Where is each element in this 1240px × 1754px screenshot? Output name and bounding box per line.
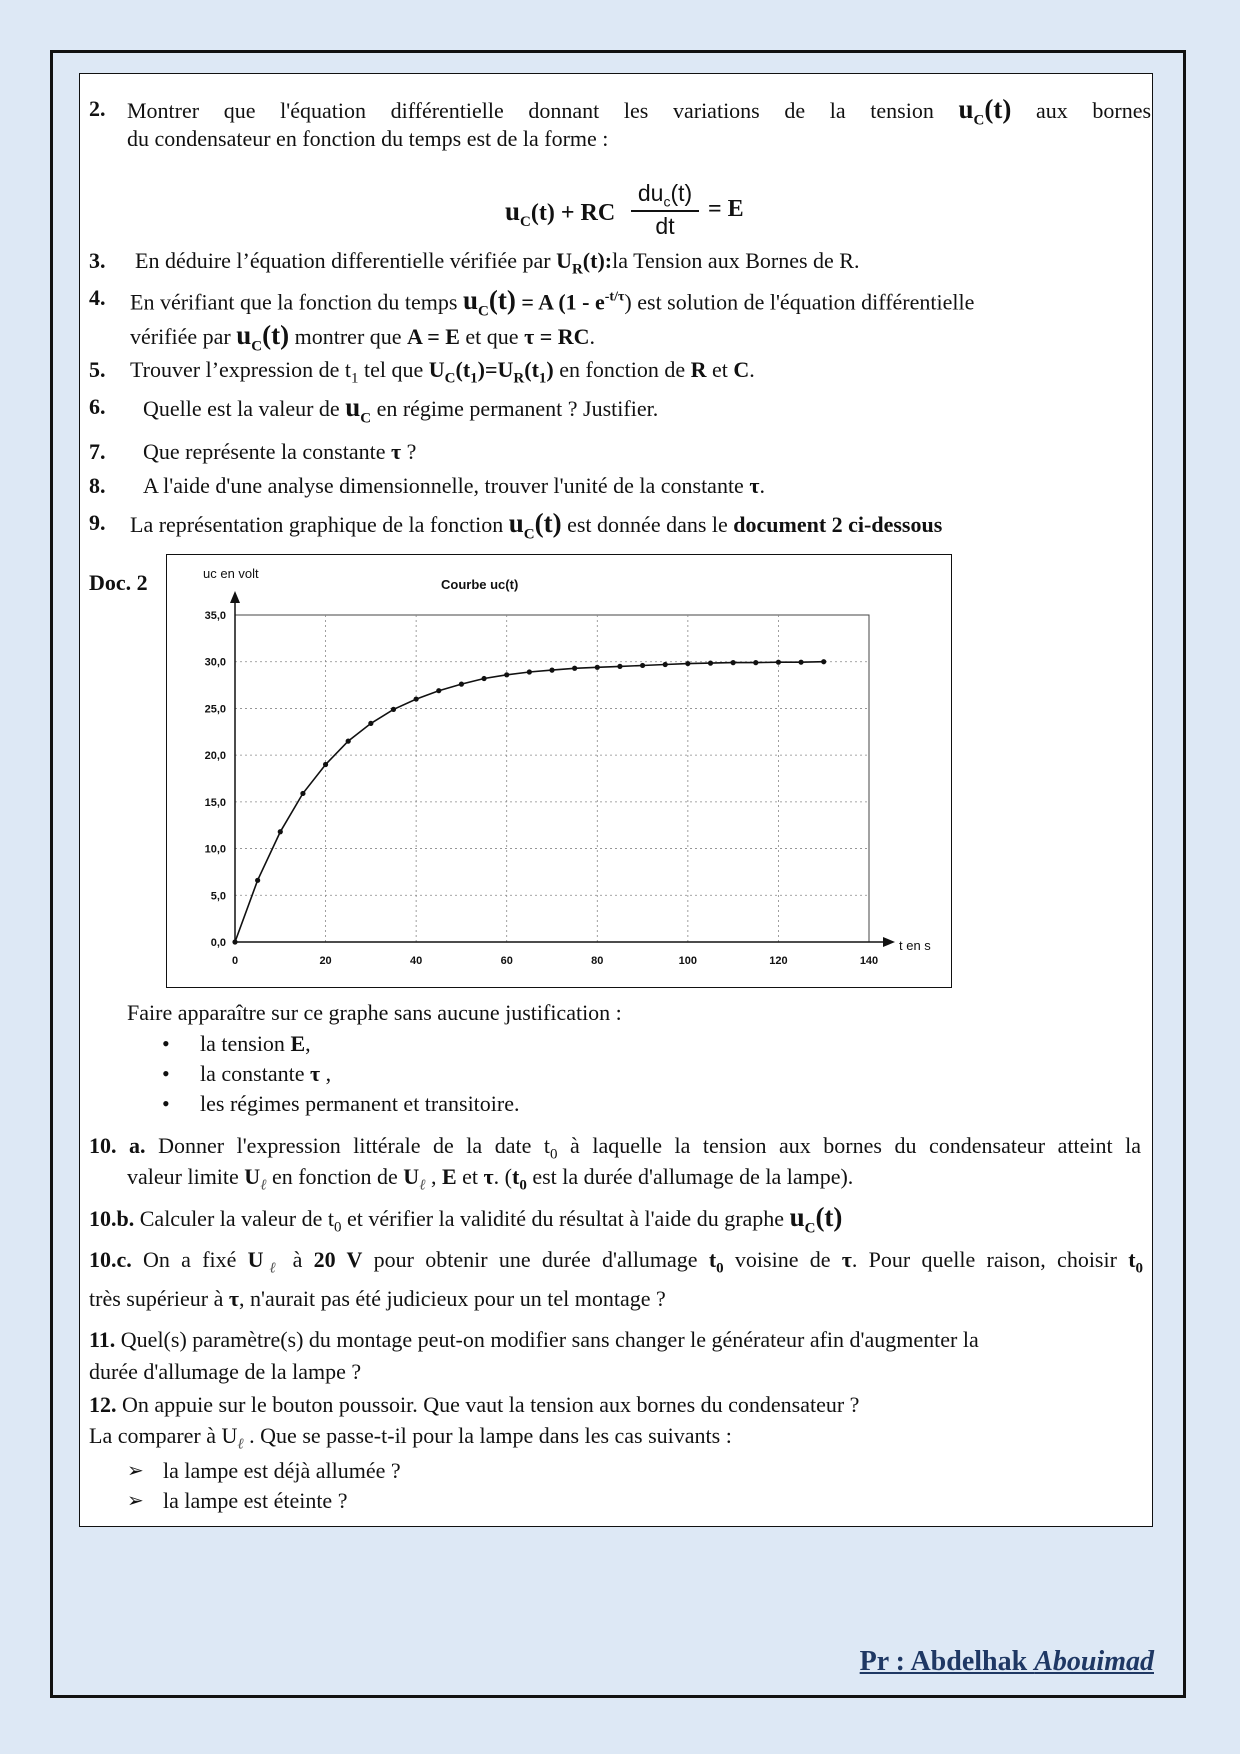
q5-end: . [749,357,755,382]
q11-line1 [89,1327,979,1353]
q10a-line1 [89,1133,1141,1167]
q10a-line2 [127,1164,853,1198]
q3-number: 3. [89,248,106,273]
q12-ell: ℓ [237,1436,244,1453]
data-point [391,707,396,712]
q12-text-b: La comparer à U [89,1423,238,1448]
q5-r: R [690,357,707,382]
data-point [300,791,305,796]
doc-label: Doc. 2 [89,570,148,595]
data-point [595,665,600,670]
q10b-line [89,1204,842,1241]
author-surname: Abouimad [1034,1646,1154,1677]
data-point [436,688,441,693]
q9-doc: document 2 ci-dessous [733,512,943,537]
author-prefix: Pr : Abdelhak [859,1646,1035,1677]
q10c-tau2: τ [228,1286,240,1311]
q3-text-a: En déduire l’équation differentielle vérifiée par [135,248,557,273]
b2-a: la constante [200,1061,310,1086]
q12-line1 [89,1392,859,1418]
data-point [685,661,690,666]
b2-c: , [320,1061,332,1086]
q11-text-a: Quel(s) paramètre(s) du montage peut-on modifier sans changer le générateur afin d'augmenter la [115,1327,979,1352]
q9-number: 9. [89,510,106,535]
x-tick-label: 20 [319,955,332,967]
b1-c: , [305,1031,311,1056]
data-point [753,660,758,665]
data-point [481,676,486,681]
uc-chart [167,555,950,986]
bullet-dot-3: • [162,1091,170,1116]
data-point [572,666,577,671]
q3-text-b: la Tension aux Bornes de R. [612,248,860,273]
q2-line2: du condensateur en fonction du temps est de la forme : [127,126,609,151]
data-point [731,660,736,665]
y-tick-label: 10,0 [204,843,226,856]
data-point [617,664,622,669]
q10a-ul-2: U [403,1164,420,1189]
q10c-ell: ℓ [263,1260,282,1277]
q7-text-b: ? [401,439,417,464]
q6-text-b: en régime permanent ? Justifier. [371,396,659,421]
q10c-text-e: . Pour quelle raison, choisir [851,1247,1129,1272]
q12-bullet-1: la lampe est déjà allumée ? [163,1458,401,1483]
data-point [776,660,781,665]
q10a-et: et [456,1164,484,1189]
q5-number: 5. [89,357,106,382]
q3-line [135,248,859,282]
q10a-e: E [441,1164,457,1189]
q6-uc: $u_C$ [345,392,372,427]
q4-exponent: -t/τ [604,290,625,305]
x-tick-label: 120 [769,955,788,967]
q8-line [143,473,765,499]
q11-line2: durée d'allumage de la lampe ? [89,1359,362,1384]
q8-number: 8. [89,473,106,498]
x-axis-arrow [883,937,895,947]
plot-area [235,615,869,942]
q4-text-g: . [589,324,596,349]
q9-text-b: est donnée dans le [561,512,734,537]
q10a-text-b: à laquelle la tension aux bornes du condensateur atteint la [557,1133,1142,1158]
q5-sub: 1 [351,370,359,387]
q3-ur: $U_R(t)$: [556,248,613,278]
q10a-text-a: Donner l'expression littérale de la date t [145,1133,551,1158]
q8-text-b: . [759,473,765,498]
y-tick-label: 0,0 [210,937,226,949]
q10c-ul: U [247,1247,264,1272]
b1-a: la tension [200,1031,291,1056]
y-tick-label: 5,0 [210,890,226,903]
y-axis-label: uc en volt [203,566,259,581]
data-point [640,663,645,668]
y-axis-arrow [230,591,240,603]
q4-line1 [130,285,974,325]
y-tick-label: 15,0 [204,796,226,809]
bullet-dot-2: • [162,1061,170,1086]
equation-left: $u_C(t)$ + RC [505,196,616,230]
data-point [527,669,532,674]
q10a-number: 10. a. [89,1133,146,1158]
y-tick-label: 20,0 [204,750,226,763]
q4-text-a: En vérifiant que la fonction du temps [130,289,463,315]
q4-text-c: ) est solution de l'équation différentielle [624,289,975,315]
q4-tau-rc: τ = RC [524,324,590,349]
q5-text-a: Trouver l’expression de t [130,357,351,382]
q10c-text-f: très supérieur à [89,1286,229,1311]
q12-number: 12. [89,1392,117,1417]
q10b-sub: 0 [334,1219,342,1236]
q2-line1-text: Montrer que l'équation différentielle donnant les variations de la tension [127,98,934,123]
q4-uc: $u_C(t)$ [462,285,516,320]
bullet-dot-1: • [162,1031,170,1056]
uc-sub: C [973,112,985,129]
q9-text-a: La représentation graphique de la fonction [130,512,509,537]
data-point [821,659,826,664]
x-tick-label: 40 [410,955,423,967]
q5-text-c: en fonction de [553,357,691,382]
q5-c: C [733,357,750,382]
chart-frame [166,554,952,988]
q9-uc: $u_C(t)$ [508,508,562,543]
y-tick-label: 35,0 [204,610,226,622]
q8-tau: τ [749,473,760,498]
q10c-a: à [281,1247,314,1272]
q12-text-c: . Que se passe-t-il pour la lampe dans les cas suivants : [243,1423,732,1448]
q6-number: 6. [89,394,106,419]
q4-text-d: vérifiée par [130,324,237,349]
q7-text-a: Que représente la constante [143,439,391,464]
fraction-bar [631,210,699,212]
q10a-text-c: valeur limite [127,1164,245,1189]
data-point [368,721,373,726]
q7-tau: τ [391,439,402,464]
q10a-tau: τ [483,1164,494,1189]
q4-ae: A = E [407,324,460,349]
q10c-number: 10.c. [89,1247,132,1272]
fraction-numerator: $du_c(t)$ [637,180,693,210]
q2-uc: $u_C(t)$ [958,94,1012,129]
q10a-paren: . ( [493,1164,512,1189]
data-point [232,939,237,944]
arrow-bullet-2: ➢ [127,1490,144,1512]
q7-line [143,439,416,465]
x-axis-label: t en s [899,938,931,953]
q2-line1-end: aux bornes [1035,98,1152,123]
arrow-bullet-1: ➢ [127,1460,144,1482]
q5-line [130,357,755,391]
q10c-text-g: , n'aurait pas été judicieux pour un tel montage ? [239,1286,666,1311]
q10c-line2 [89,1286,666,1312]
q10c-text-a: On a fixé [131,1247,248,1272]
x-tick-label: 60 [500,955,513,967]
q12-bullet-2: la lampe est éteinte ? [163,1488,348,1513]
q12-text-a: On appuie sur le bouton poussoir. Que vaut la tension aux bornes du condensateur ? [116,1392,860,1417]
chart-title: Courbe uc(t) [441,577,519,592]
y-tick-label: 30,0 [204,656,226,669]
q10c-t0: $t_0$ [708,1247,724,1277]
q2-number: 2. [89,96,106,121]
x-tick-label: 80 [591,955,604,967]
q10a-sub: 0 [550,1146,558,1163]
fraction-denominator: dt [655,213,675,239]
x-tick-label: 140 [859,955,879,967]
q4-text-f: et que [459,324,525,349]
q5-and: et [706,357,734,382]
q6-text-a: Quelle est la valeur de [143,396,346,421]
data-point [549,668,554,673]
q9-line [130,510,942,547]
x-tick-label: 100 [678,955,698,967]
q10a-ul: U [244,1164,261,1189]
q10a-ell-2: ℓ [419,1177,426,1194]
q4-uc2: $u_C(t)$ [236,320,290,355]
data-point [255,878,260,883]
data-point [459,682,464,687]
q4-line2 [130,322,595,359]
q4-formula: = A (1 - e [515,289,605,315]
q8-text-a: A l'aide d'une analyse dimensionnelle, trouver l'unité de la constante [143,473,750,498]
q10c-text-c: pour obtenir une durée d'allumage [362,1247,709,1272]
data-point [414,696,419,701]
data-point [708,661,713,666]
q4-number: 4. [89,285,106,310]
q10a-ell: ℓ [260,1177,267,1194]
q10c-v: 20 V [313,1247,363,1272]
q11-number: 11. [89,1327,116,1352]
q10c-tau: τ [841,1247,852,1272]
q9-intro: Faire apparaître sur ce graphe sans aucune justification : [127,1000,622,1025]
q7-number: 7. [89,439,106,464]
q4-text-e: montrer que [289,324,408,349]
q10a-text-f: est la durée d'allumage de la lampe). [526,1164,854,1189]
b2-b: τ [309,1061,321,1086]
y-tick-label: 25,0 [204,703,226,716]
x-tick-label: 0 [231,955,239,967]
author-signature [860,1646,1154,1678]
q10a-t0: $t_0$ [511,1164,527,1194]
data-point [346,739,351,744]
data-point [504,672,509,677]
q5-text-b: tel que [358,357,429,382]
data-point [323,762,328,767]
q6-line [143,394,658,431]
q10b-text-a: Calculer la valeur de t [134,1206,334,1231]
b1-b: E [290,1031,306,1056]
data-point [663,662,668,667]
data-point [278,829,283,834]
q9-bullet-1 [200,1031,311,1057]
q10c-text-d: voisine de [723,1247,842,1272]
q9-bullet-2 [200,1061,331,1087]
q10b-number: 10.b. [89,1206,135,1231]
q12-line2 [89,1423,732,1457]
q10b-uc: $u_C(t)$ [789,1202,843,1237]
equation-right: = E [708,196,744,222]
q10c-line1 [89,1247,1143,1281]
q5-eq: $U_C(t_1)=U_R(t_1)$ [428,357,554,387]
q9-bullet-3: les régimes permanent et transitoire. [200,1091,520,1116]
q10a-comma: , [425,1164,442,1189]
data-point [798,660,803,665]
q10a-text-d: en fonction de [266,1164,404,1189]
q10b-text-b: et vérifier la validité du résultat à l'aide du graphe [341,1206,790,1231]
q10c-t0b: $t_0$ [1128,1247,1144,1277]
